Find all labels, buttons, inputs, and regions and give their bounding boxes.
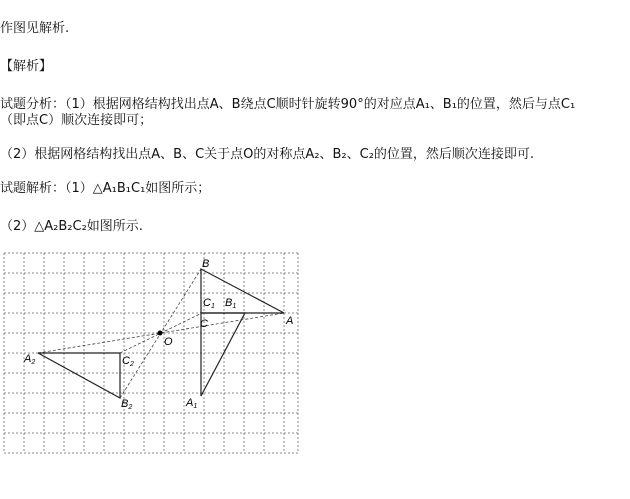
solution-text-1: 试题解析：（1）△A₁B₁C₁如图所示；	[0, 181, 211, 196]
label-b: B	[202, 258, 210, 270]
rotation-symmetry-figure	[0, 248, 310, 458]
label-a: A	[286, 315, 294, 327]
label-b1: B1	[225, 297, 237, 310]
label-a2: A2	[24, 353, 36, 366]
answer-line: 作图见解析.	[0, 21, 70, 36]
analysis-heading: 【解析】	[0, 59, 53, 74]
label-o: O	[164, 336, 173, 348]
label-c: C	[200, 318, 208, 330]
analysis-text-3: （2）根据网格结构找出点A、B、C关于点O的对称点A₂、B₂、C₂的位置，然后顺次连接即可.	[0, 147, 535, 162]
analysis-text-1: 试题分析：（1）根据网格结构找出点A、B绕点C顺时针旋转90°的对应点A₁、B₁的位置，然后与点C₁	[0, 97, 576, 112]
label-c1: C1	[203, 297, 215, 310]
label-b2: B2	[121, 398, 133, 411]
label-c2: C2	[122, 355, 134, 368]
label-a1: A1	[186, 397, 198, 410]
solution-text-2: （2）△A₂B₂C₂如图所示.	[0, 219, 143, 234]
symmetric-triangle-a2b2c2	[38, 353, 120, 398]
analysis-text-2: （即点C）顺次连接即可；	[0, 113, 153, 128]
center-point-o	[158, 331, 163, 336]
